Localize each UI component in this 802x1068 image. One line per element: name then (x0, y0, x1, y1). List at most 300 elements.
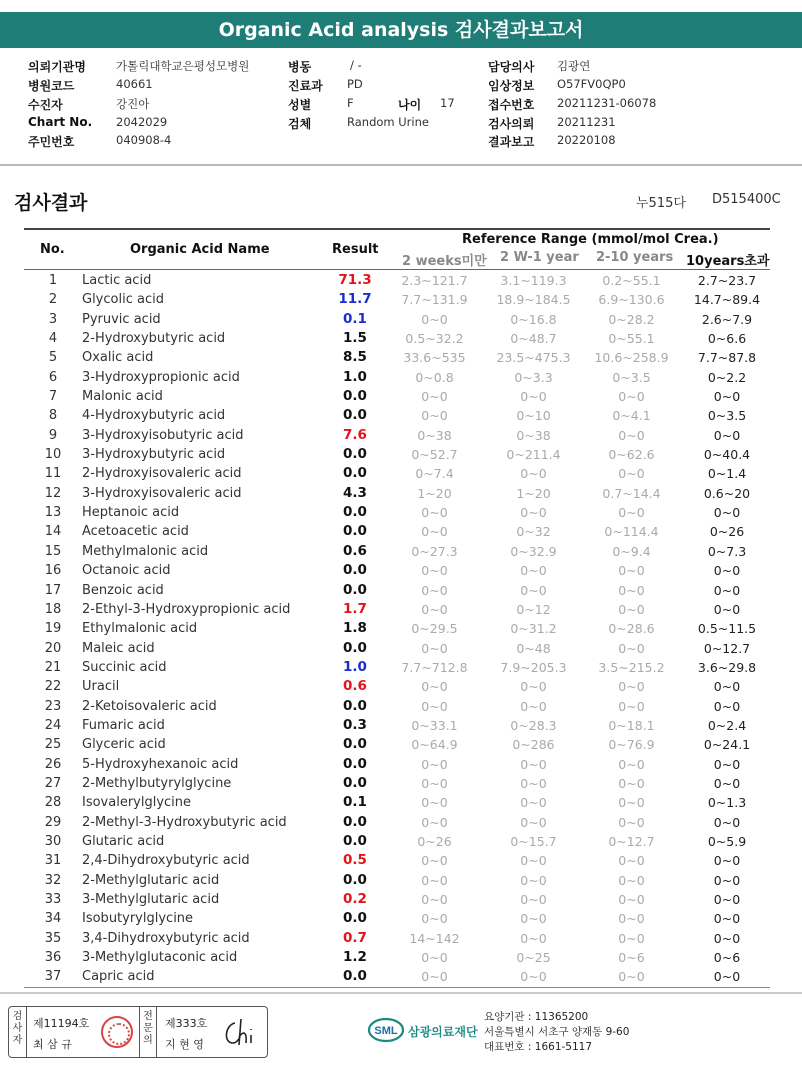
range-2weeks: 0~29.5 (411, 621, 458, 637)
range-10years-plus: 2.7~23.7 (697, 273, 757, 288)
acid-name: Octanoic acid (82, 563, 171, 579)
sex-label: 성별 (288, 98, 312, 112)
acid-name: Isovalerylglycine (82, 795, 192, 811)
range-2weeks: 0~27.3 (411, 543, 458, 559)
row-number: 24 (44, 717, 62, 733)
svg-text:SML: SML (374, 1025, 398, 1037)
range-2-10years: 0.7~14.4 (602, 485, 661, 501)
range-2weeks: 0~64.9 (411, 737, 458, 753)
table-row (24, 871, 770, 890)
range-2w-1year: 23.5~475.3 (496, 350, 571, 366)
range-10years-plus: 0~0 (713, 814, 741, 830)
chart-label: Chart No. (28, 115, 93, 129)
range-2w-1year: 0~0 (520, 756, 547, 772)
range-2weeks: 0~0 (421, 505, 448, 521)
range-2w-1year: 0~0 (520, 911, 547, 927)
range-2w-1year: 0~0 (520, 892, 547, 907)
acid-name: Pyruvic acid (82, 311, 161, 327)
result-value: 0.0 (343, 871, 367, 888)
result-value: 0.0 (343, 755, 367, 772)
range-2weeks: 2.3~121.7 (401, 273, 468, 288)
row-number: 1 (48, 273, 58, 288)
range-2w-1year: 0~48.7 (510, 331, 557, 347)
range-2w-1year: 0~0 (520, 814, 547, 830)
range-10years-plus: 0~0 (713, 872, 741, 888)
header-range-1: 2 weeks미만 (402, 254, 487, 269)
range-10years-plus: 2.6~7.9 (701, 311, 753, 327)
range-2w-1year: 18.9~184.5 (496, 292, 571, 308)
range-2w-1year: 0~25 (516, 950, 551, 966)
range-2w-1year: 0~0 (520, 853, 547, 869)
acid-name: Malonic acid (82, 389, 163, 405)
row-number: 29 (44, 814, 62, 830)
result-value: 0.7 (343, 929, 367, 946)
range-2-10years: 0~0 (618, 892, 645, 907)
range-10years-plus: 0.5~11.5 (697, 621, 757, 637)
patient-info (0, 56, 802, 166)
acid-name: Benzoic acid (82, 582, 164, 598)
result-value: 0.0 (343, 581, 367, 598)
table-row (24, 774, 770, 793)
range-2w-1year: 0~286 (512, 737, 555, 753)
acid-name: Capric acid (82, 969, 155, 985)
acid-name: Glyceric acid (82, 737, 166, 753)
range-2weeks: 0.5~32.2 (405, 331, 464, 347)
hospital-code-value: 40661 (116, 77, 153, 91)
acid-name: 2,4-Dihydroxybutyric acid (82, 853, 250, 869)
result-value: 0.0 (343, 910, 367, 927)
acid-name: 2-Methylglutaric acid (82, 872, 220, 888)
request-value: 20211231 (557, 115, 616, 129)
specimen-label: 검체 (288, 117, 312, 131)
range-10years-plus: 0~0 (713, 679, 741, 695)
row-number: 12 (44, 485, 62, 501)
range-10years-plus: 0~6.6 (707, 331, 747, 347)
footer-line-1: 요양기관 : 11365200 (484, 1011, 589, 1023)
row-number: 28 (44, 795, 62, 811)
header-range-3: 2-10 years (596, 250, 674, 265)
row-number: 35 (44, 930, 62, 946)
row-number: 8 (48, 408, 58, 424)
result-value: 1.0 (343, 658, 367, 675)
row-number: 37 (44, 969, 62, 985)
table-row (24, 290, 770, 309)
row-number: 23 (44, 698, 62, 714)
result-value: 0.0 (343, 774, 367, 791)
range-2-10years: 0~55.1 (608, 331, 655, 347)
info-divider (0, 164, 802, 166)
hospital-value: 가톨릭대학교은평성모병원 (116, 59, 250, 73)
range-2weeks: 0~0 (421, 969, 448, 985)
range-2w-1year: 0~0 (520, 466, 547, 482)
row-number: 26 (44, 756, 62, 772)
range-10years-plus: 0~12.7 (703, 640, 751, 656)
range-2-10years: 0~0 (618, 679, 645, 695)
range-2w-1year: 0~0 (520, 389, 547, 405)
range-2-10years: 0~0 (618, 563, 645, 579)
row-number: 22 (44, 679, 62, 695)
table-row (24, 542, 770, 561)
table-row (24, 445, 770, 464)
range-10years-plus: 0~0 (713, 582, 741, 598)
acid-name: 3,4-Dihydroxybutyric acid (82, 930, 250, 946)
range-2weeks: 0~0 (421, 601, 448, 617)
range-2-10years: 6.9~130.6 (598, 292, 665, 308)
acid-name: Maleic acid (82, 640, 155, 656)
range-2weeks: 0~0 (421, 389, 448, 405)
range-2-10years: 0~0 (618, 930, 645, 946)
row-number: 11 (44, 466, 62, 482)
range-2w-1year: 0~0 (520, 582, 547, 598)
patient-label: 수진자 (28, 98, 63, 112)
tester-name: 최 삼 규 (33, 1038, 72, 1051)
range-2weeks: 0~0 (421, 582, 448, 598)
result-value: 0.0 (343, 523, 367, 540)
acid-name: 2-Hydroxyisovaleric acid (82, 466, 242, 482)
range-2-10years: 0~0 (618, 969, 645, 985)
range-10years-plus: 0~0 (713, 505, 741, 521)
table-row (24, 890, 770, 909)
section-code-2: D515400C (712, 192, 781, 207)
table-row (24, 310, 770, 329)
range-2weeks: 0~0 (421, 814, 448, 830)
result-value: 0.0 (343, 697, 367, 714)
table-row (24, 271, 770, 290)
range-10years-plus: 0~2.4 (707, 717, 747, 733)
result-value: 0.6 (343, 678, 367, 695)
range-2-10years: 0~0 (618, 756, 645, 772)
header-range-2: 2 W-1 year (500, 250, 579, 265)
specialist-label: 전문의 (139, 1007, 157, 1057)
tester-number: 제11194호 (33, 1017, 90, 1030)
acid-name: Oxalic acid (82, 350, 154, 366)
range-2weeks: 0~38 (417, 427, 452, 443)
acid-name: Glycolic acid (82, 292, 164, 308)
acid-name: Heptanoic acid (82, 505, 180, 521)
range-10years-plus: 0~0 (713, 389, 741, 405)
result-value: 0.0 (343, 832, 367, 849)
header-result: Result (332, 242, 379, 257)
row-number: 27 (44, 775, 62, 791)
section-code-1: 누515다 (636, 196, 686, 211)
range-2w-1year: 0~0 (520, 872, 547, 888)
row-number: 14 (44, 524, 62, 540)
result-value: 0.0 (343, 813, 367, 830)
range-10years-plus: 0~1.3 (707, 795, 747, 811)
acid-name: Ethylmalonic acid (82, 621, 198, 637)
range-2-10years: 0~0 (618, 389, 645, 405)
dept-value: PD (347, 77, 363, 91)
age-label: 나이 (398, 98, 422, 112)
range-10years-plus: 0~0 (713, 427, 741, 443)
range-2w-1year: 0~12 (516, 601, 551, 617)
range-2-10years: 0~0 (618, 911, 645, 927)
header-range-4: 10years초과 (686, 254, 770, 269)
tester-label: 검사자 (9, 1007, 27, 1057)
specialist-number: 제333호 (165, 1017, 208, 1030)
clinical-value: O57FV0QP0 (557, 77, 626, 91)
range-2-10years: 0~0 (618, 872, 645, 888)
row-number: 10 (44, 447, 62, 463)
range-10years-plus: 0~6 (713, 950, 741, 966)
table-row (24, 793, 770, 812)
table-row (24, 832, 770, 851)
range-10years-plus: 0~0 (713, 969, 741, 985)
acid-name: 2-Hydroxybutyric acid (82, 331, 226, 347)
result-value: 11.7 (338, 291, 372, 308)
row-number: 18 (44, 601, 62, 617)
header-name: Organic Acid Name (130, 242, 270, 257)
sex-value: F (347, 96, 354, 110)
result-value: 0.0 (343, 562, 367, 579)
specimen-value: Random Urine (347, 115, 429, 129)
clinical-label: 임상정보 (488, 79, 535, 93)
row-number: 34 (44, 911, 62, 927)
range-2weeks: 0~52.7 (411, 447, 458, 463)
result-value: 1.2 (343, 949, 367, 966)
result-value: 0.0 (343, 639, 367, 656)
acid-name: Uracil (82, 679, 120, 695)
table-row (24, 484, 770, 503)
result-value: 1.7 (343, 600, 367, 617)
acid-name: 4-Hydroxybutyric acid (82, 408, 226, 424)
range-2w-1year: 0~0 (520, 969, 547, 985)
range-2-10years: 0~0 (618, 582, 645, 598)
row-number: 15 (44, 543, 62, 559)
table-header-rule (24, 269, 770, 270)
result-value: 0.5 (343, 852, 367, 869)
table-row (24, 406, 770, 425)
acid-name: 3-Hydroxyisovaleric acid (82, 485, 242, 501)
result-value: 1.0 (343, 368, 367, 385)
row-number: 6 (48, 369, 58, 385)
range-2w-1year: 0~0 (520, 930, 547, 946)
range-2-10years: 0~9.4 (612, 543, 651, 559)
range-2weeks: 0~33.1 (411, 717, 458, 733)
range-2weeks: 7.7~131.9 (401, 292, 468, 308)
acid-name: Acetoacetic acid (82, 524, 189, 540)
hospital-label: 의뢰기관명 (28, 60, 86, 74)
row-number: 36 (44, 950, 62, 966)
result-value: 0.3 (343, 716, 367, 733)
range-2w-1year: 0~0 (520, 698, 547, 714)
table-row (24, 851, 770, 870)
header-no: No. (40, 242, 65, 257)
acid-name: 2-Ketoisovaleric acid (82, 698, 217, 714)
ward-label: 병동 (288, 60, 312, 74)
result-value: 1.5 (343, 330, 367, 347)
table-row (24, 329, 770, 348)
result-value: 0.0 (343, 446, 367, 463)
range-2weeks: 14~142 (409, 930, 460, 946)
range-2weeks: 0~0 (421, 775, 448, 791)
range-2weeks: 0~0 (421, 892, 448, 907)
range-2w-1year: 0~48 (516, 640, 551, 656)
specialist-name: 지 현 영 (165, 1038, 204, 1051)
range-2weeks: 0~0 (421, 911, 448, 927)
report-title: Organic Acid analysis 검사결과보고서 (0, 12, 802, 48)
range-10years-plus: 0~0 (713, 930, 741, 946)
table-row (24, 464, 770, 483)
age-value: 17 (440, 96, 455, 110)
seal-stamp (101, 1016, 133, 1048)
row-number: 25 (44, 737, 62, 753)
table-row (24, 716, 770, 735)
row-number: 30 (44, 833, 62, 849)
table-row (24, 658, 770, 677)
range-2w-1year: 0~0 (520, 505, 547, 521)
result-value: 0.1 (343, 794, 367, 811)
range-2w-1year: 0~16.8 (510, 311, 557, 327)
range-2-10years: 0~62.6 (608, 447, 655, 463)
result-value: 8.5 (343, 349, 367, 366)
range-10years-plus: 0~0 (713, 698, 741, 714)
range-2weeks: 1~20 (417, 485, 452, 501)
range-2weeks: 0~0 (421, 679, 448, 695)
table-row (24, 929, 770, 948)
range-2-10years: 0~28.6 (608, 621, 655, 637)
report-label: 결과보고 (488, 135, 535, 149)
row-number: 7 (48, 389, 58, 405)
range-2weeks: 33.6~535 (403, 350, 466, 366)
acid-name: Methylmalonic acid (82, 543, 209, 559)
table-row (24, 368, 770, 387)
table-row (24, 600, 770, 619)
result-value: 71.3 (338, 272, 372, 288)
range-10years-plus: 0~5.9 (707, 833, 747, 849)
table-row (24, 581, 770, 600)
result-value: 0.0 (343, 968, 367, 985)
range-2w-1year: 0~0 (520, 563, 547, 579)
footer-line-2: 서울특별시 서초구 양재동 9-60 (484, 1026, 630, 1038)
range-10years-plus: 0~1.4 (707, 466, 747, 482)
acid-name: Isobutyrylglycine (82, 911, 194, 927)
result-value: 0.0 (343, 465, 367, 482)
hospital-code-label: 병원코드 (28, 79, 75, 93)
acid-name: 2-Methylbutyrylglycine (82, 775, 232, 791)
acid-name: 3-Methylglutaconic acid (82, 950, 238, 966)
range-2weeks: 0~0 (421, 872, 448, 888)
table-row (24, 735, 770, 754)
row-number: 31 (44, 853, 62, 869)
range-2w-1year: 7.9~205.3 (500, 659, 567, 675)
acid-name: 3-Methylglutaric acid (82, 892, 220, 907)
range-2w-1year: 0~10 (516, 408, 551, 424)
range-2weeks: 0~7.4 (415, 466, 454, 482)
range-2w-1year: 0~32.9 (510, 543, 557, 559)
range-2w-1year: 3.1~119.3 (500, 273, 567, 288)
range-10years-plus: 0~0 (713, 892, 741, 907)
range-2weeks: 0~0 (421, 698, 448, 714)
row-number: 13 (44, 505, 62, 521)
chart-value: 2042029 (116, 115, 168, 129)
org-name: 삼광의료재단 (408, 1025, 478, 1039)
receipt-value: 20211231-06078 (557, 96, 657, 110)
acid-name: Lactic acid (82, 273, 152, 288)
acid-name: Succinic acid (82, 659, 167, 675)
range-2weeks: 0~0 (421, 640, 448, 656)
footer (0, 992, 802, 1068)
range-10years-plus: 0~2.2 (707, 369, 747, 385)
row-number: 32 (44, 872, 62, 888)
row-number: 20 (44, 640, 62, 656)
acid-name: 3-Hydroxybutyric acid (82, 447, 226, 463)
acid-name: Glutaric acid (82, 833, 165, 849)
range-2weeks: 7.7~712.8 (401, 659, 468, 675)
range-2w-1year: 1~20 (516, 485, 551, 501)
table-row (24, 426, 770, 445)
footer-line-3: 대표번호 : 1661-5117 (484, 1041, 593, 1053)
range-2weeks: 0~0 (421, 853, 448, 869)
doctor-label: 담당의사 (488, 60, 535, 74)
range-2-10years: 0~3.5 (612, 369, 651, 385)
receipt-label: 접수번호 (488, 98, 535, 112)
range-2weeks: 0~26 (417, 833, 452, 849)
range-2-10years: 0~6 (618, 950, 645, 966)
patient-value: 강진아 (116, 97, 150, 111)
table-row (24, 813, 770, 832)
range-2-10years: 0~114.4 (604, 524, 659, 540)
range-10years-plus: 0~0 (713, 775, 741, 791)
table-row (24, 522, 770, 541)
range-2-10years: 0~0 (618, 775, 645, 791)
range-2weeks: 0~0 (421, 950, 448, 966)
row-number: 3 (48, 311, 58, 327)
table-row (24, 348, 770, 367)
id-value: 040908-4 (116, 133, 172, 147)
range-2-10years: 0~76.9 (608, 737, 655, 753)
range-2weeks: 0~0 (421, 756, 448, 772)
row-number: 5 (48, 350, 58, 366)
range-2-10years: 0~0 (618, 505, 645, 521)
table-row (24, 561, 770, 580)
table-row (24, 639, 770, 658)
range-2weeks: 0~0 (421, 311, 448, 327)
range-2-10years: 0~0 (618, 814, 645, 830)
footer-info (484, 1010, 629, 1055)
range-10years-plus: 0~7.3 (707, 543, 747, 559)
range-10years-plus: 0~0 (713, 563, 741, 579)
result-value: 0.0 (343, 504, 367, 521)
acid-name: 2-Methyl-3-Hydroxybutyric acid (82, 814, 287, 830)
acid-name: 5-Hydroxyhexanoic acid (82, 756, 239, 772)
table-header (24, 228, 770, 270)
range-2w-1year: 0~28.3 (510, 717, 557, 733)
range-2-10years: 0~0 (618, 427, 645, 443)
report-value: 20220108 (557, 133, 616, 147)
range-2w-1year: 0~0 (520, 679, 547, 695)
range-2w-1year: 0~3.3 (514, 369, 553, 385)
range-2w-1year: 0~32 (516, 524, 551, 540)
range-2-10years: 0~0 (618, 466, 645, 482)
range-10years-plus: 0.6~20 (703, 485, 751, 501)
range-2w-1year: 0~0 (520, 775, 547, 791)
result-value: 0.0 (343, 736, 367, 753)
result-value: 0.2 (343, 891, 367, 907)
range-2-10years: 0~0 (618, 698, 645, 714)
range-2-10years: 0~18.1 (608, 717, 655, 733)
result-value: 1.8 (343, 620, 367, 637)
range-2-10years: 0~28.2 (608, 311, 655, 327)
table-row (24, 697, 770, 716)
header-reference: Reference Range (mmol/mol Crea.) (462, 232, 719, 247)
range-2-10years: 3.5~215.2 (598, 659, 665, 675)
dept-label: 진료과 (288, 79, 323, 93)
range-10years-plus: 0~0 (713, 853, 741, 869)
range-2w-1year: 0~31.2 (510, 621, 557, 637)
acid-name: 3-Hydroxyisobutyric acid (82, 427, 244, 443)
row-number: 19 (44, 621, 62, 637)
